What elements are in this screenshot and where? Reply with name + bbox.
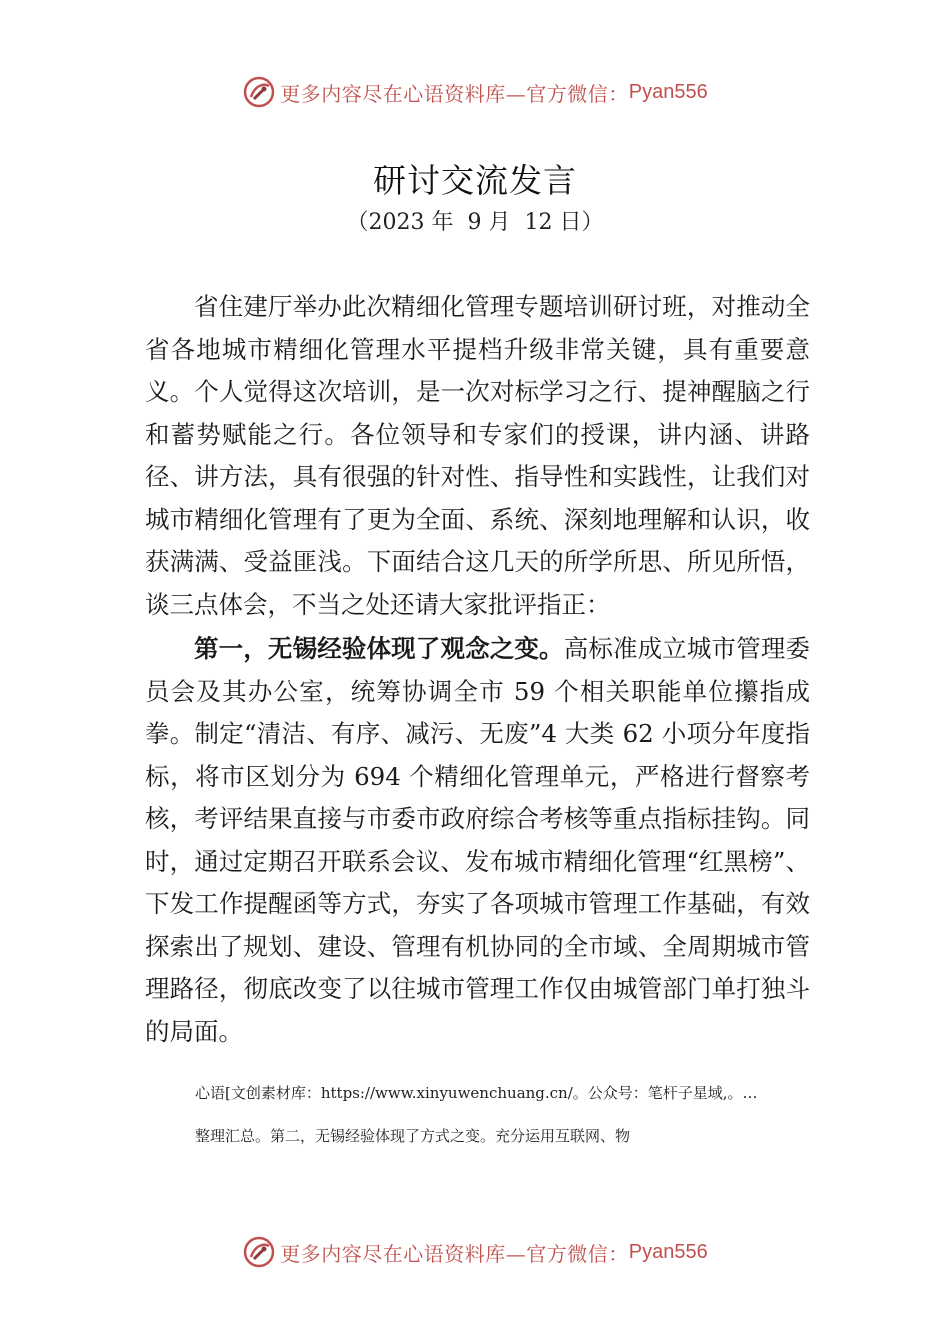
wechat-id: Pyan556 — [628, 80, 708, 103]
paragraph-first-point — [145, 628, 810, 1053]
footnote-line-2: 整理汇总。第二，无锡经验体现了方式之变。充分运用互联网、物 — [195, 1127, 631, 1145]
footer-banner — [0, 1232, 950, 1272]
footnote-line-1: 心语[文创素材库：https://www.xinyuwenchuang.cn/。公众号：笔杆子星域,。… — [195, 1084, 758, 1102]
document-body — [145, 286, 810, 1053]
paragraph-lead: 第一，无锡经验体现了观念之变。 — [194, 634, 564, 663]
document-date: （2023 年 9 月 12 日） — [346, 210, 604, 235]
brand-logo-icon — [242, 1235, 276, 1269]
banner-text: 更多内容尽在心语资料库—官方微信： — [280, 81, 629, 106]
paragraph-intro: 省住建厅举办此次精细化管理专题培训研讨班，对推动全省各地城市精细化管理水平提档升级非常关键，具有重要意义。个人觉得这次培训，是一次对标学习之行、提神醒脑之行和蓄势赋能之行。各位领导和专家们的授课，讲内涵、讲路径、讲方法，具有很强的针对性、指导性和实践性，让我们对城市精细化管理有了更为全面、系统、深刻地理解和认识，收获满满、受益匪浅。下面结合这几天的所学所思、所见所悟，谈三点体会，不当之处还请大家批评指正： — [145, 292, 810, 619]
brand-logo-icon — [242, 75, 276, 109]
paragraph-body: 高标准成立城市管理委员会及其办公室，统筹协调全市 59 个相关职能单位攥指成拳。制定“清洁、有序、减污、无废”4 大类 62 小项分年度指标，将市区划分为 694 个精细化管理单元，严格进行督察考核，考评结果直接与市委市政府综合考核等重点指标挂钩。同时，通过定期召开联系会议、发布城市精细化管理“红黑榜”、下发工作提醒函等方式，夯实了各项城市管理工作基础，有效探索出了规划、建设、管理有机协同的全市域、全周期城市管理路径，彻底改变了以往城市管理工作仅由城管部门单打独斗的局面。 — [145, 634, 810, 1046]
banner-text: 更多内容尽在心语资料库—官方微信： — [280, 1241, 629, 1266]
header-banner — [0, 72, 950, 112]
document-title: 研讨交流发言 — [373, 161, 577, 200]
wechat-id: Pyan556 — [628, 1240, 708, 1263]
